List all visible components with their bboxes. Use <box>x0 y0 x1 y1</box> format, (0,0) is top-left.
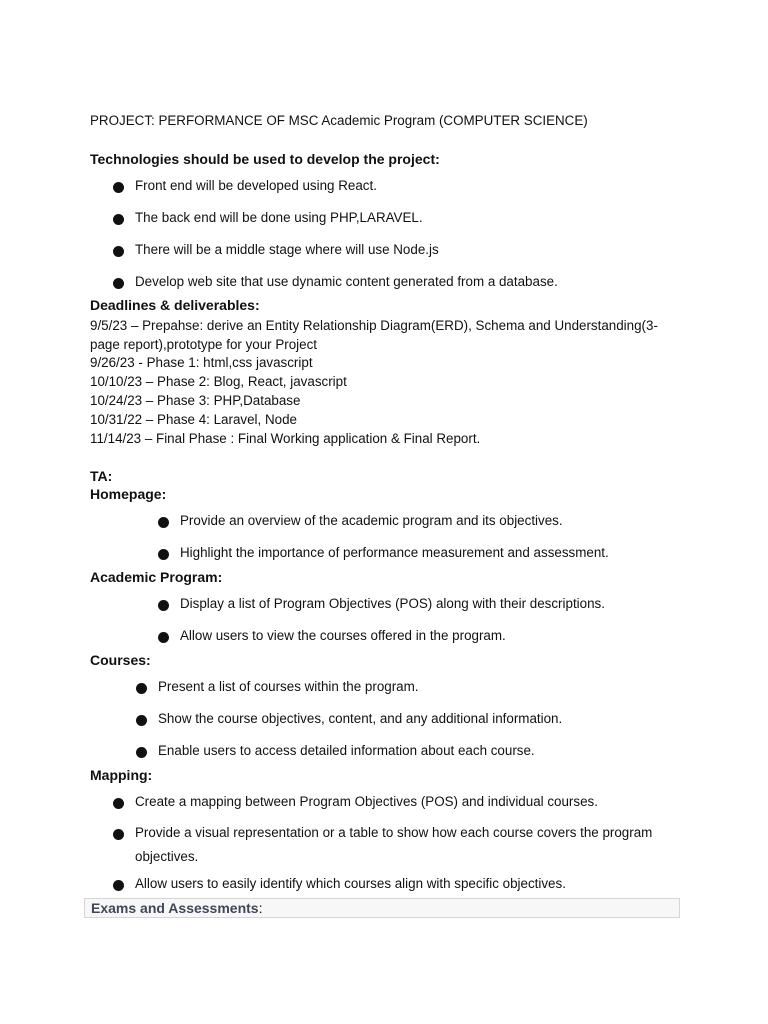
document-page: PROJECT: PERFORMANCE OF MSC Academic Program (COMPUTER SCIENCE) Technologies should be used to develop the project: Front end will be developed using React. The back end will be done using PHP,LARAVEL. There will be a middle stage where will use Node.js Develop web site that use dynamic content generated from a database. Deadlines & deliverables: 9/5/23 – Prepahse: derive an Entity Relationship Diagram(ERD), Schema and Understanding(3-page report),prototype for your Project 9/26/23 - Phase 1: html,css javascript 10/10/23 – Phase 2: Blog, React, javascript 10/24/23 – Phase 3: PHP,Database 10/31/22 – Phase 4: Laravel, Node 11/14/23 – Final Phase : Final Working application & Final Report. TA: Homepage: Provide an overview of the academic program and its objectives. Highlight the importance of performance measurement and assessment. Academic Program: Display a list of Program Objectives (POS) along with their descriptions. Allow users to view the courses offered in the program. Courses: Present a list of courses within the program. Show the course objectives, content, and any additional information. Enable users to access detailed information about each course. Mapping: Create a mapping between Program Objectives (POS) and individual courses. Provide a visual representation or a table to show how each course covers the program objectives. Allow users to easily identify which courses align with specific objectives. Exams and Assessments: <box>0 0 768 1024</box>
bullet-icon <box>158 549 169 560</box>
academic-program-heading: Academic Program: <box>90 569 223 585</box>
technologies-heading: Technologies should be used to develop the project: <box>90 151 440 167</box>
exams-heading-box <box>84 898 680 918</box>
deadline-prephase: 9/5/23 – Prepahse: derive an Entity Relationship Diagram(ERD), Schema and Understanding(3-page report),prototype for your Project <box>90 318 658 352</box>
bullet-icon <box>158 600 169 611</box>
bullet-icon <box>136 747 147 758</box>
exams-heading: Exams and Assessments: <box>91 900 263 916</box>
bullet-icon <box>113 182 124 193</box>
deadline-item: 10/31/22 – Phase 4: Laravel, Node <box>90 412 297 427</box>
bullet-icon <box>113 278 124 289</box>
deadline-item: 11/14/23 – Final Phase : Final Working application & Final Report. <box>90 431 481 446</box>
homepage-heading: Homepage: <box>90 486 167 502</box>
bullet-icon <box>136 715 147 726</box>
bullet-icon <box>113 246 124 257</box>
bullet-icon <box>113 798 124 809</box>
mapping-heading: Mapping: <box>90 767 153 783</box>
bullet-icon <box>158 517 169 528</box>
deadline-item: 9/26/23 - Phase 1: html,css javascript <box>90 355 313 370</box>
bullet-icon <box>113 214 124 225</box>
deadlines-heading: Deadlines & deliverables: <box>90 297 260 313</box>
ta-label: TA: <box>90 468 113 484</box>
bullet-icon <box>158 632 169 643</box>
courses-heading: Courses: <box>90 652 151 668</box>
bullet-icon <box>113 880 124 891</box>
bullet-icon <box>113 829 124 840</box>
deadline-item: 10/24/23 – Phase 3: PHP,Database <box>90 393 301 408</box>
bullet-icon <box>136 683 147 694</box>
deadline-item: 10/10/23 – Phase 2: Blog, React, javascript <box>90 374 347 389</box>
project-title: PROJECT: PERFORMANCE OF MSC Academic Program (COMPUTER SCIENCE) <box>90 113 588 128</box>
